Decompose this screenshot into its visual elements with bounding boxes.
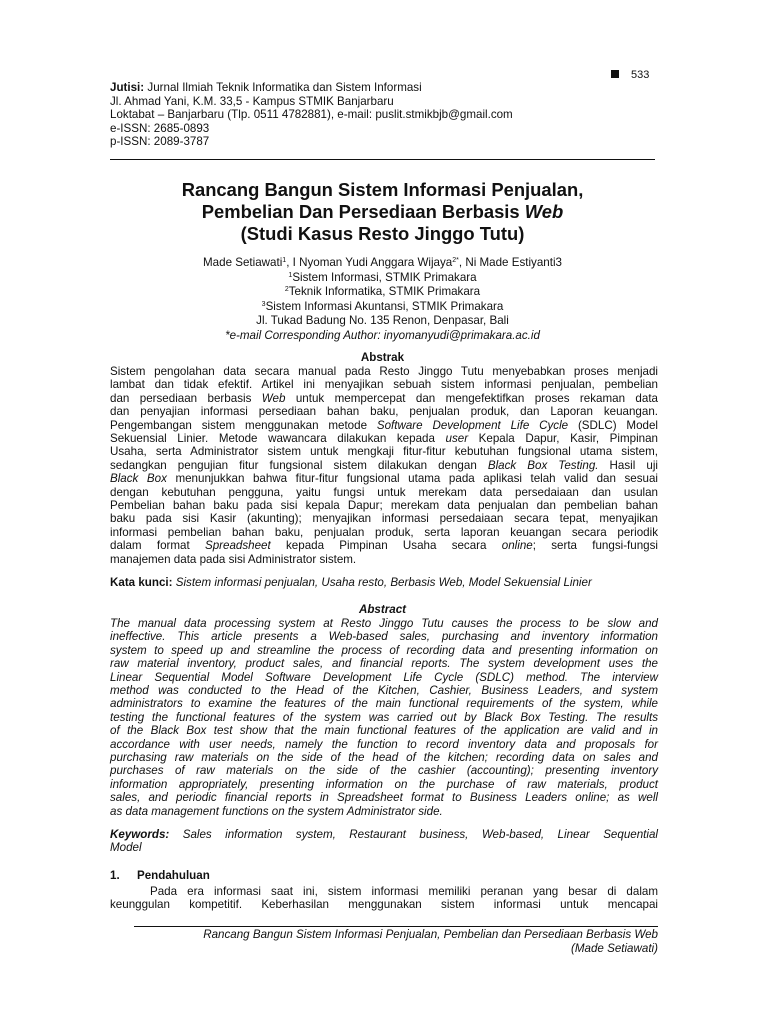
abstrak-line: dalam format Spreadsheet kepada Pimpinan Usaha secara online; serta fungsi-fungsi <box>110 539 658 553</box>
abstrak-line: dengan kebutuhan pengguna, yaitu fungsi untuk merekam data persedaiaan dan usulan <box>110 485 658 499</box>
abstrak-line: Usaha, serta Administrator sistem untuk mengkaji fitur-fitur kebutuhan fungsional utama sistem, <box>110 445 658 459</box>
abstract-line: The manual data processing system at Resto Jinggo Tutu causes the process to be slow and <box>110 617 658 630</box>
abstrak-keywords: Kata kunci: Sistem informasi penjualan, Usaha resto, Berbasis Web, Model Sekuensial Linier <box>110 576 592 589</box>
paper-title: Rancang Bangun Sistem Informasi Penjualan, Pembelian Dan Persediaan Berbasis Web (Studi Kasus Resto Jinggo Tutu) <box>181 179 584 244</box>
journal-eissn: e-ISSN: 2685-0893 <box>110 121 210 135</box>
abstract-line: as data management functions on the system Administrator side. <box>110 804 443 818</box>
corresponding-email: *e-mail Corresponding Author: inyomanyudi@primakara.ac.id <box>225 328 540 342</box>
abstrak-line: baku pada sisi Kasir (akunting); menyajikan informasi persedaiaan secara tepat, menyajikan <box>110 512 658 526</box>
section-heading-pendahuluan: 1. Pendahuluan <box>110 869 210 882</box>
abstrak-line: sedangkan pengujian fitur fungsional sistem dilakukan dengan Black Box Testing. Hasil uji <box>110 458 658 472</box>
running-footer: Rancang Bangun Sistem Informasi Penjualan, Pembelian dan Persediaan Berbasis Web (Made Setiawati) <box>203 928 658 955</box>
abstrak-line: manajemen data pada sisi Administrator sistem. <box>110 552 357 566</box>
square-bullet-icon <box>611 70 619 78</box>
abstract-line: ineffective. This article presents a Web-based sales, purchasing and inventory information <box>110 630 658 644</box>
abstrak-line: lambat dan tidak efektif. Artikel ini menyajikan sebuah sistem informasi penjualan, pembelian <box>110 378 658 392</box>
abstrak-line: Pengembangan sistem menggunakan metode Software Development Life Cycle (SDLC) Model <box>110 418 658 432</box>
abstract-heading: Abstract <box>358 603 407 616</box>
abstract-keywords: Keywords: Sales information system, Restaurant business, Web-based, Linear Sequential Model <box>110 828 658 855</box>
abstract-line: of the Black Box test show that the main functional features of the application are valid and in <box>110 724 658 738</box>
abstract-line: raw material inventory, product sales, and financial reports. The system development uses the <box>110 657 658 671</box>
author-names: Made Setiawati$^1$, I Nyoman Yudi Anggara Wijaya$^{2*}$, Ni Made Estiyanti3 <box>203 256 562 269</box>
author-block <box>110 256 655 344</box>
abstrak-line: Sekuensial Linier. Metode wawancara dilakukan kepada user Kepala Dapur, Kasir, Pimpinan <box>110 432 658 446</box>
affiliation-3: $^3$Sistem Informasi Akuntansi, STMIK Primakara <box>261 299 504 313</box>
journal-header <box>110 81 655 149</box>
journal-name: Jutisi: Jurnal Ilmiah Teknik Informatika dan Sistem Informasi <box>110 81 422 94</box>
abstrak-line: Sistem pengolahan data secara manual pada Resto Jinggo Tutu menyebabkan proses menjadi <box>110 365 658 378</box>
abstrak-line: informasi pembelian bahan baku, penjualan produk, serta laporan keuangan secara periodik <box>110 525 658 539</box>
abstract-line: sales, and periodic financial reports in Spreadsheet format to Business Leaders online; as well <box>110 791 658 805</box>
abstrak-body <box>110 365 658 566</box>
abstrak-heading: Abstrak <box>360 351 405 364</box>
abstract-line: testing the functional features of the system was carried out by Black Box Testing. The results <box>110 710 658 724</box>
abstract-body <box>110 617 658 818</box>
journal-address: Jl. Ahmad Yani, K.M. 33,5 - Kampus STMIK Banjarbaru <box>110 94 394 108</box>
abstrak-line: dan persediaan berbasis Web untuk mempercepat dan mengefektifkan proses rekaman data <box>110 391 658 405</box>
abstract-line: method was conducted to the Head of the Kitchen, Cashier, Business Leaders, and system <box>110 684 658 698</box>
affiliation-1: $^1$Sistem Informasi, STMIK Primakara <box>288 270 477 284</box>
abstrak-line: dan penyajian informasi persediaan bahan baku, penjualan produk, dan Laporan keuangan. <box>110 405 658 419</box>
journal-pissn: p-ISSN: 2089-3787 <box>110 135 210 148</box>
abstract-line: system to speed up and streamline the process of recording data and presenting information on <box>110 643 658 657</box>
abstract-line: Linear Sequential Model Software Development Life Cycle (SDLC) method. The interview <box>110 670 658 684</box>
footer-divider <box>134 926 658 927</box>
header-divider <box>110 159 655 160</box>
section-1-body: Pada era informasi saat ini, sistem informasi memiliki peranan yang besar di dalam keunggulan kompetitif. Keberhasilan menggunakan sistem informasi untuk mencapai <box>110 885 658 912</box>
affiliation-2: $^2$Teknik Informatika, STMIK Primakara <box>284 285 481 299</box>
abstract-line: purchases of raw materials on the side of the cashier (accounting); presenting inventory <box>110 764 658 778</box>
abstrak-line: Black Box menunjukkan bahwa fitur-fitur fungsional utama pada aplikasi telah valid dan sesuai <box>110 472 658 486</box>
abstract-line: administrators to examine the features of the main functional requirements of the system, while <box>110 697 658 711</box>
journal-contact: Loktabat – Banjarbaru (Tlp. 0511 4782881), e-mail: puslit.stmikbjb@gmail.com <box>110 108 513 121</box>
abstract-line: accordance with user needs, namely the function to record inventory data and proposals for <box>110 737 658 751</box>
abstrak-line: Pembelian bahan baku pada sisi kepala Dapur; merekam data penjualan dan pembelian bahan <box>110 499 658 513</box>
author-address: Jl. Tukad Badung No. 135 Renon, Denpasar, Bali <box>256 314 509 328</box>
abstract-line: information appropriately, presenting information on the purchase of raw materials, product <box>110 777 658 791</box>
page-number: 533 <box>611 69 649 81</box>
abstract-line: purchasing raw materials on the side of the head of the kitchen; recording data on sales and <box>110 751 658 765</box>
